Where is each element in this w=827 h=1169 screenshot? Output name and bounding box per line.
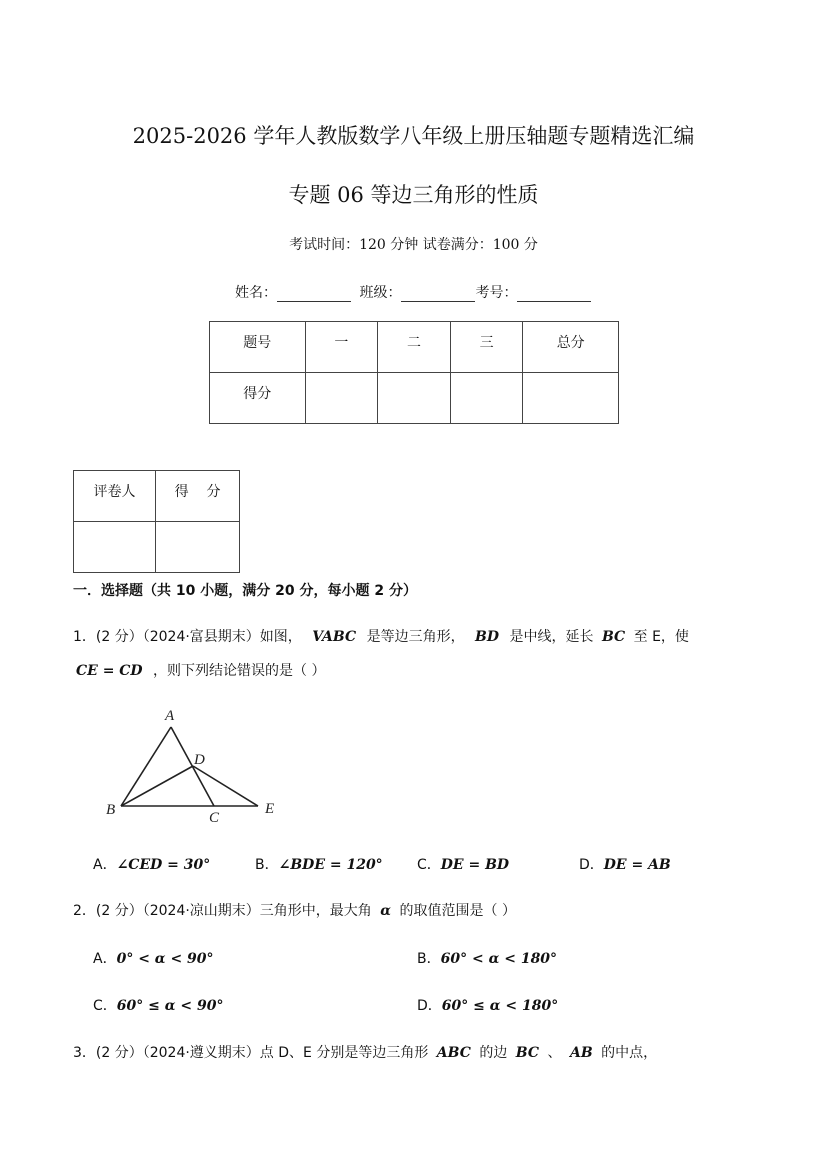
label-b: B	[106, 802, 116, 818]
grader-score-cell[interactable]	[156, 522, 240, 573]
name-field[interactable]	[277, 286, 351, 302]
score-cell-3[interactable]	[450, 373, 523, 424]
score-table-col-2: 二	[378, 322, 451, 373]
score-cell-2[interactable]	[378, 373, 451, 424]
q2-option-b[interactable]	[417, 948, 557, 968]
option-expr: ∠CED = 30°	[116, 857, 211, 873]
grader-table	[73, 470, 240, 573]
option-expr: 0° < α < 90°	[116, 951, 214, 967]
q2-option-d[interactable]	[417, 995, 558, 1015]
option-expr: 60° ≤ α < 90°	[116, 998, 224, 1014]
score-table-header-label: 题号	[210, 322, 306, 373]
page-title: 2025-2026 学年人教版数学八年级上册压轴题专题精选汇编	[132, 124, 695, 148]
class-field[interactable]	[401, 286, 475, 302]
q2-prefix: 2．(2 分）（2024·凉山期末）三角形中，最大角	[73, 903, 377, 919]
exam-info: 考试时间：120 分钟 试卷满分：100 分	[289, 237, 538, 253]
triangle-figure	[100, 700, 290, 830]
option-expr: 60° < α < 180°	[440, 951, 558, 967]
q1-tail: ，则下列结论错误的是（ ）	[153, 663, 326, 679]
option-expr: 60° ≤ α < 180°	[441, 998, 559, 1014]
score-cell-1[interactable]	[305, 373, 378, 424]
option-letter: A．	[93, 951, 117, 967]
name-label: 姓名：	[235, 285, 277, 301]
segment-bd	[121, 766, 193, 806]
label-e: E	[265, 801, 275, 817]
score-table	[209, 321, 619, 424]
option-expr: ∠BDE = 120°	[278, 857, 383, 873]
option-letter: D．	[579, 857, 604, 873]
q1-triangle: VABC	[312, 629, 357, 645]
q1-prefix: 1．(2 分）（2024·富县期末）如图，	[73, 629, 302, 645]
segment-ab	[121, 727, 171, 806]
q1-ce-cd: CE = CD	[76, 663, 143, 679]
label-c: C	[209, 810, 220, 826]
q3-abc: ABC	[436, 1045, 471, 1061]
grader-name-cell[interactable]	[74, 522, 156, 573]
student-info-row	[235, 282, 591, 302]
q3-text-2: 、	[547, 1045, 566, 1061]
score-table-col-total: 总分	[523, 322, 619, 373]
q3-prefix: 3．(2 分）（2024·遵义期末）点 D、E 分别是等边三角形	[73, 1045, 433, 1061]
option-letter: B．	[417, 951, 441, 967]
score-row-label: 得分	[210, 373, 306, 424]
score-table-col-3: 三	[450, 322, 523, 373]
q2-alpha: α	[380, 903, 392, 919]
grader-label: 评卷人	[74, 471, 156, 522]
question-3	[73, 1042, 657, 1062]
q3-ab: AB	[569, 1045, 593, 1061]
q1-option-b[interactable]	[255, 854, 383, 874]
q3-text-1: 的边	[479, 1045, 512, 1061]
option-expr: DE = BD	[440, 857, 510, 873]
label-a: A	[165, 708, 175, 724]
option-letter: B．	[255, 857, 279, 873]
option-expr: DE = AB	[603, 857, 671, 873]
q1-bc: BC	[601, 629, 626, 645]
q3-bc: BC	[515, 1045, 540, 1061]
question-1-line-1	[73, 626, 689, 646]
q1-bd: BD	[475, 629, 500, 645]
id-label: 考号：	[475, 285, 518, 301]
score-table-col-1: 一	[305, 322, 378, 373]
label-d: D	[194, 752, 205, 768]
q2-option-c[interactable]	[93, 995, 223, 1015]
option-letter: A．	[93, 857, 117, 873]
q1-text-1: 是等边三角形，	[366, 629, 465, 645]
id-field[interactable]	[517, 286, 591, 302]
option-letter: C．	[93, 998, 117, 1014]
q3-tail: 的中点，	[601, 1045, 658, 1061]
question-1-line-2	[76, 660, 325, 680]
q2-option-a[interactable]	[93, 948, 214, 968]
q1-text-2: 是中线，延长	[509, 629, 598, 645]
grader-score-label: 得 分	[156, 471, 240, 522]
q1-text-3: 至 E，使	[633, 629, 689, 645]
option-letter: D．	[417, 998, 442, 1014]
option-letter: C．	[417, 857, 441, 873]
q1-option-a[interactable]	[93, 854, 210, 874]
page-subtitle: 专题 06 等边三角形的性质	[288, 183, 539, 207]
q1-option-d[interactable]	[579, 854, 671, 874]
score-cell-total[interactable]	[523, 373, 619, 424]
question-2	[73, 900, 516, 920]
q1-option-c[interactable]	[417, 854, 509, 874]
section-heading: 一．选择题（共 10 小题，满分 20 分，每小题 2 分）	[73, 583, 417, 599]
q2-tail: 的取值范围是（ ）	[399, 903, 516, 919]
class-label: 班级：	[359, 285, 402, 301]
